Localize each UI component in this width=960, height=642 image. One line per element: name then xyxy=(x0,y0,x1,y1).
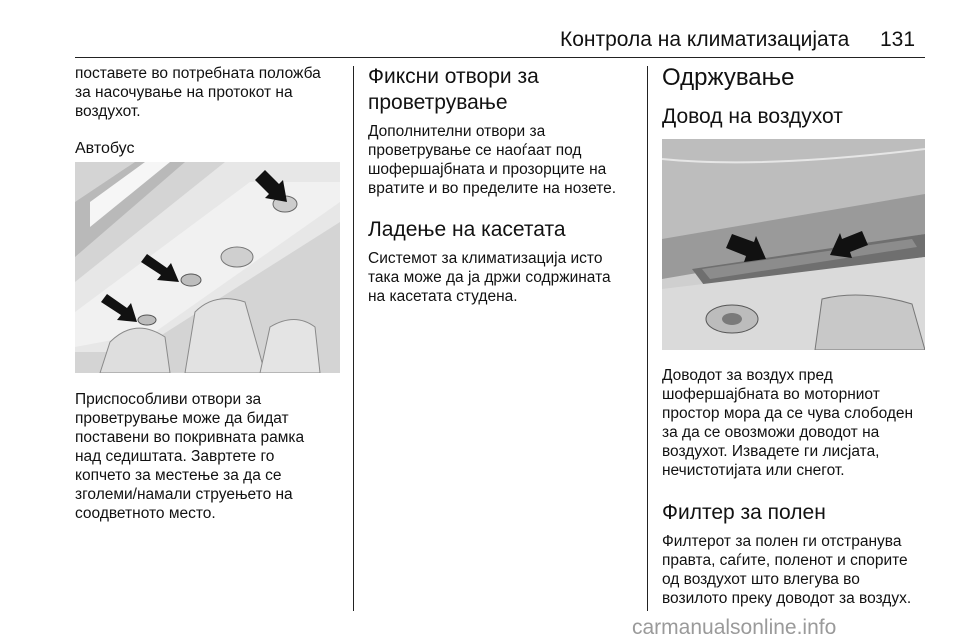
intro-text: поставете во потребната положба за насочување на протокот на воздухот. xyxy=(75,65,321,120)
column-divider-2 xyxy=(647,66,648,611)
heading-bus: Автобус xyxy=(75,140,135,157)
column-2 xyxy=(368,64,640,306)
column-3-body xyxy=(662,366,927,608)
heading-cooling: Ладење на касетата xyxy=(368,218,566,241)
pollen-filter-text: Филтерот за полен ги отстранува правта, саѓите, поленот и спорите од воздухот што влегува во возилото преку доводот за воздух. xyxy=(662,533,912,607)
bus-roof-vents-illustration xyxy=(75,162,340,373)
header-rule xyxy=(75,57,925,58)
column-1 xyxy=(75,64,343,159)
heading-air-intake: Довод на воздухот xyxy=(662,105,843,128)
bus-roof-vents-figure xyxy=(75,162,340,373)
column-1-caption xyxy=(75,390,343,523)
air-intake-illustration xyxy=(662,139,925,350)
heading-fixed-vents: Фиксни отвори за проветрување xyxy=(368,65,539,114)
header-title: Контрола на климатизацијата xyxy=(560,28,850,51)
cooling-text: Системот за климатизација исто така може да ја држи содржината на касетата студена. xyxy=(368,250,611,305)
air-intake-figure xyxy=(662,139,925,350)
bus-vents-caption: Приспособливи отвори за проветрување може да бидат поставени во покривната рамка над седиштата. Завртете го копчето за местење за да се зголеми/намали струењето на соодветното место. xyxy=(75,391,305,522)
heading-maintenance: Одржување xyxy=(662,64,795,91)
column-divider-1 xyxy=(353,66,354,611)
air-intake-text: Доводот за воздух пред шофершајбната во моторниот простор мора да се чува слободен за да се овозможи доводот на воздухот. Извадете ги лисјата, нечистотијата или снегот. xyxy=(662,367,914,479)
column-3 xyxy=(662,64,927,130)
page-number: 131 xyxy=(880,28,916,51)
fixed-vents-text: Дополнителни отвори за проветрување се наоѓаат под шофершајбната и прозорците на вратите и во пределите на нозете. xyxy=(368,123,617,197)
watermark: carmanualsonline.info xyxy=(632,616,837,639)
heading-pollen-filter: Филтер за полен xyxy=(662,501,826,524)
